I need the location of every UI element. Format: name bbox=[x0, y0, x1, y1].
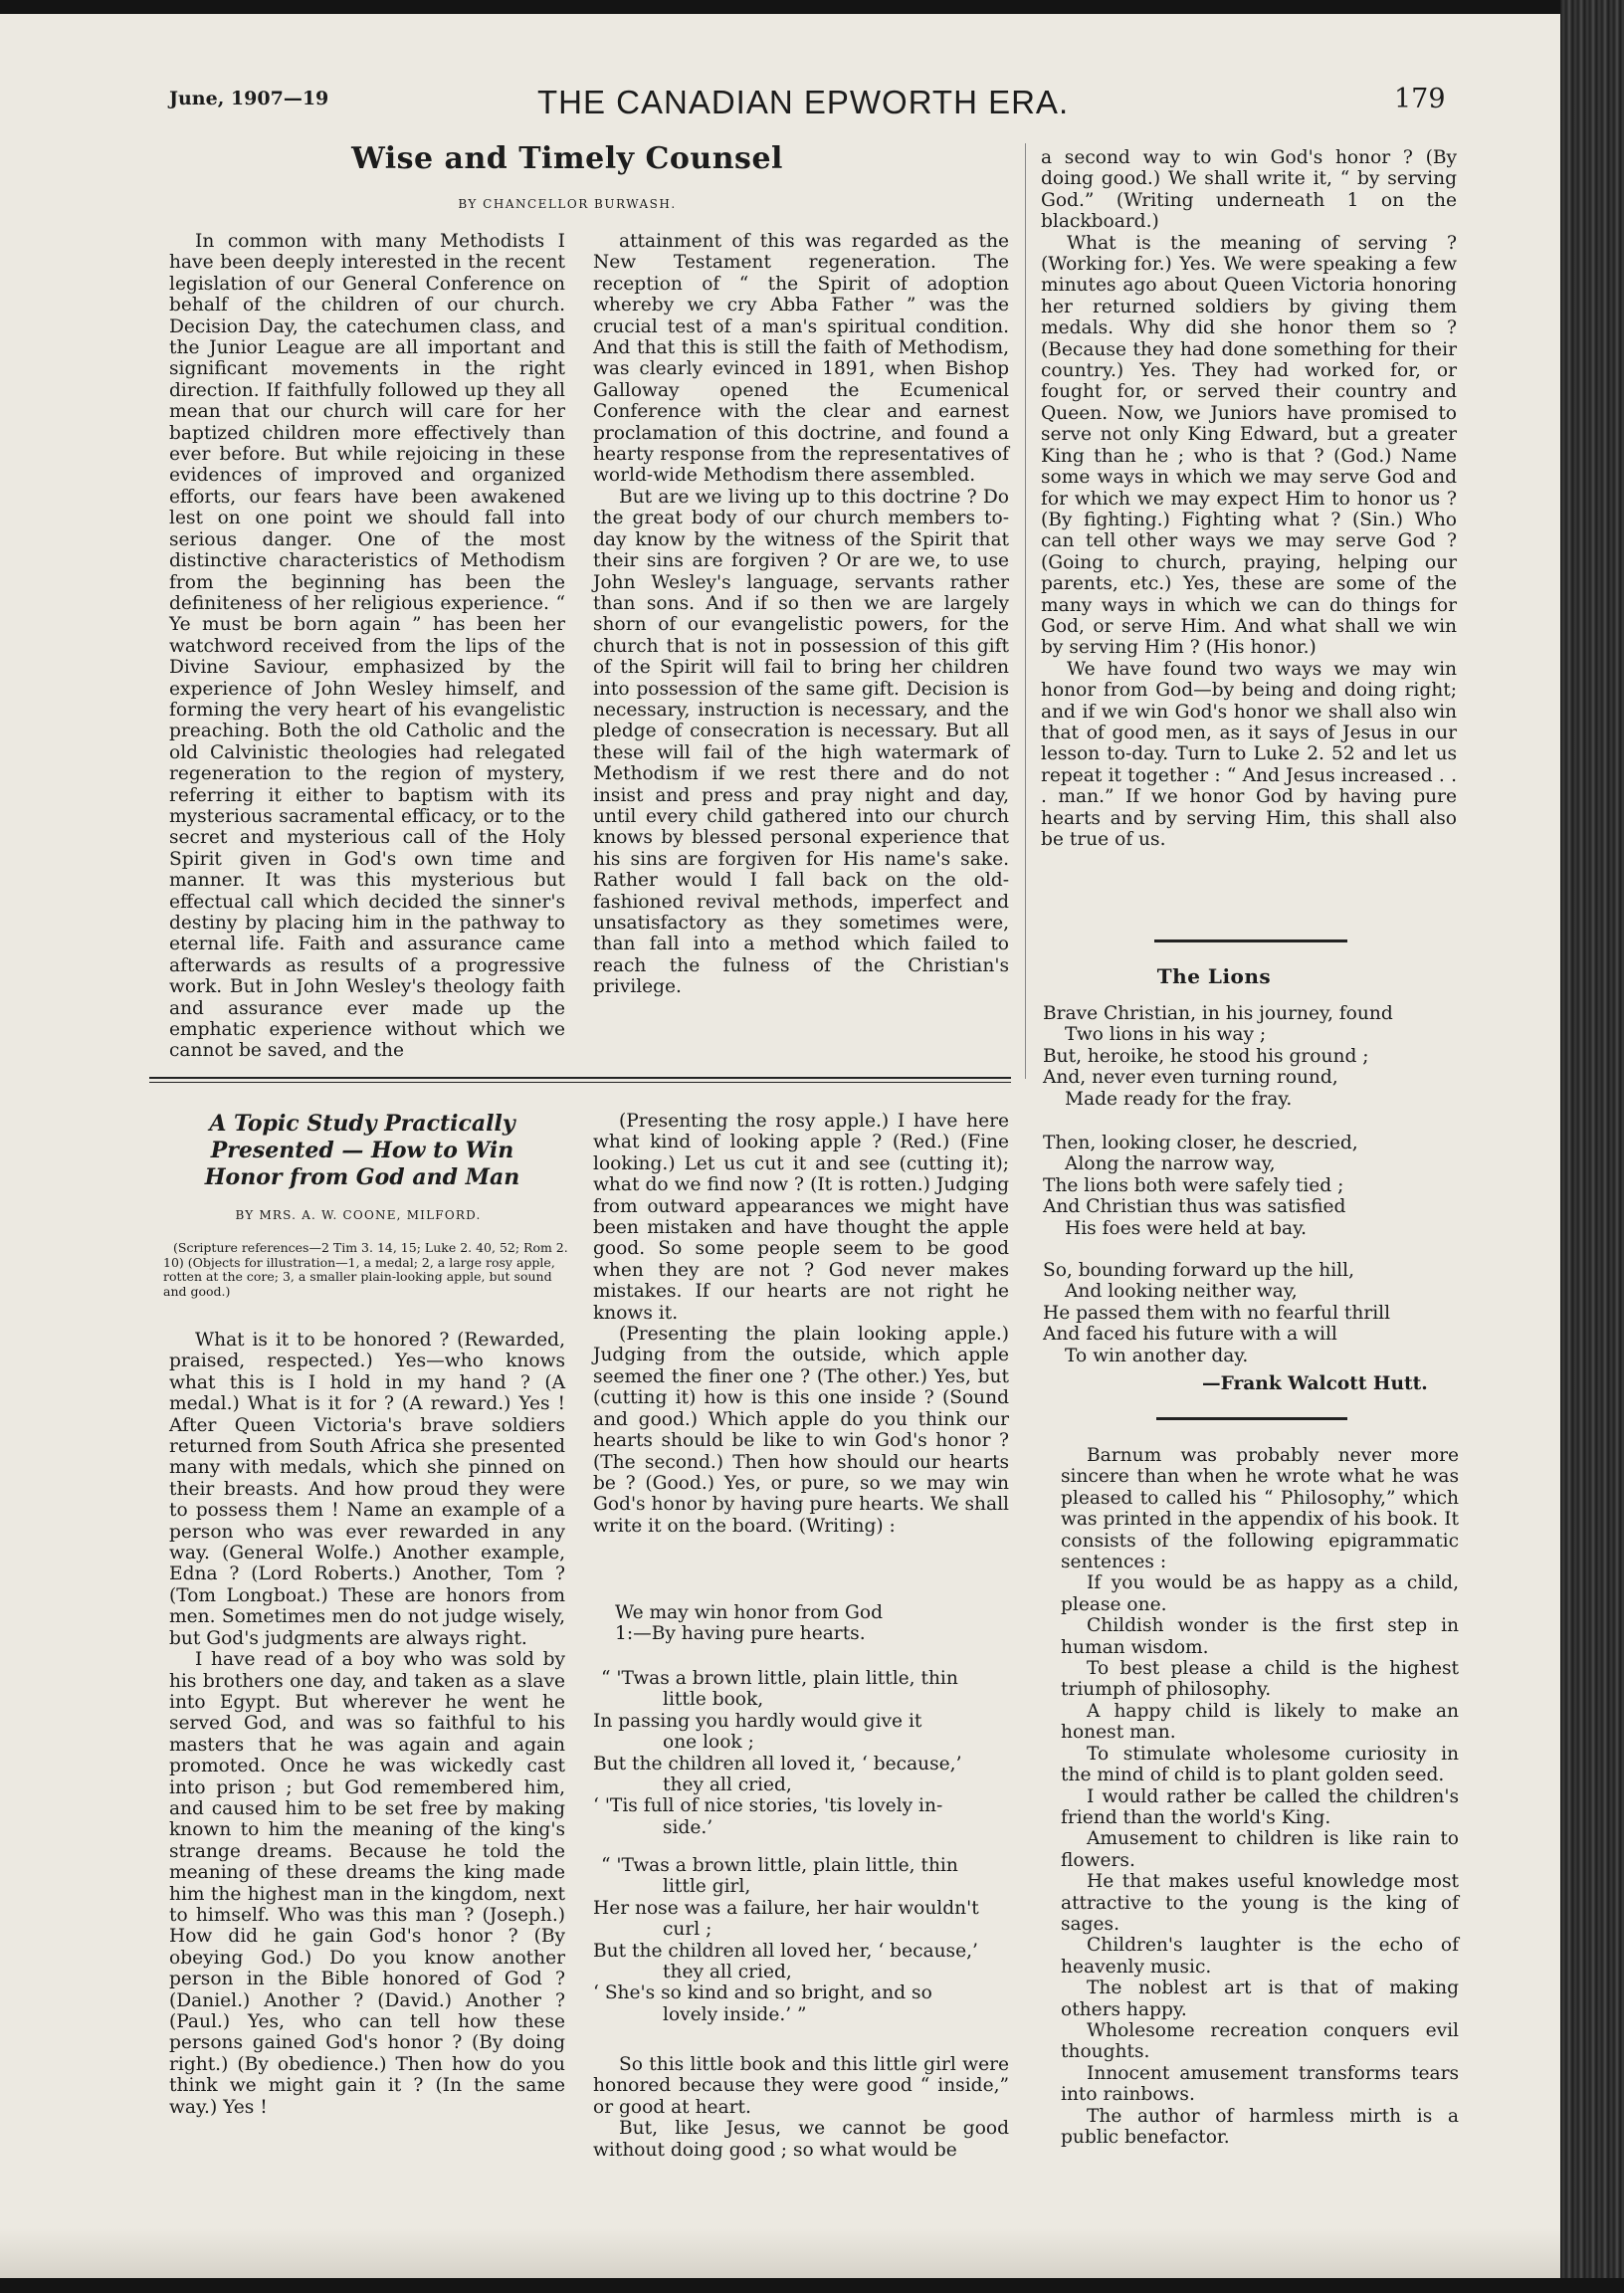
poem-line: And, never even turning round, bbox=[1043, 1067, 1338, 1089]
article2-column-2-end bbox=[593, 2054, 1009, 2161]
saying: To best please a child is the highest triumph of philosophy. bbox=[1061, 1658, 1459, 1701]
poem-line: To win another day. bbox=[1065, 1345, 1249, 1366]
article2-title bbox=[143, 1111, 581, 1191]
saying: The author of harmless mirth is a public benefactor. bbox=[1061, 2105, 1459, 2148]
poem-title: The Lions bbox=[1156, 964, 1272, 988]
saying: The noblest art is that of making others happy. bbox=[1061, 1978, 1459, 2020]
paragraph: But, like Jesus, we cannot be good without doing good ; so what would be bbox=[593, 2118, 1009, 2161]
poem-line: they all cried, bbox=[663, 1962, 792, 1983]
title-line: Presented — How to Win bbox=[210, 1138, 514, 1163]
paragraph: attainment of this was regarded as the New Testament regeneration. The reception of “ the Spirit of adoption whereby we cry Abba Father ” was the crucial test of a man's spiritual condition. And that this is still the faith of Methodism, was clearly evinced in 1891, when Bishop Galloway opened the Ecumenical Conference with the clear and earnest proclamation of this doctrine, and found a hearty response from the representatives of world-wide Methodism there assembled. bbox=[593, 231, 1009, 487]
poem-stanza bbox=[1043, 1260, 1461, 1366]
magazine-page bbox=[0, 14, 1560, 2278]
poem-line: side.’ bbox=[663, 1816, 713, 1838]
saying: Children's laughter is the echo of heavenly music. bbox=[1061, 1935, 1459, 1978]
barnum-section bbox=[1061, 1445, 1459, 2148]
paragraph: But are we living up to this doctrine ? Do the great body of our church members to-day know by the witness of the Spirit that their sins are forgiven ? Or are we, to use John Wesley's language, servants rather than sons. And if so then we are largely shorn of our evangelistic powers, for the church that is not in possession of this gift of the Spirit will fail to bring her children into possession of the same gift. Decision is necessary, instruction is necessary, and the pledge of consecration is necessary. But all these will fail of the high watermark of Methodism if we rest there and do not insist and press and pray night and day, until every child gathered into our church knows by blessed personal experience that his sins are forgiven for His name's sake. Rather would I fall back on the old-fashioned revival methods, imperfect and unsatisfactory as they sometimes were, than fall into a method which failed to reach the fulness of the Christian's privilege. bbox=[593, 486, 1009, 998]
poem-line: Two lions in his way ; bbox=[1065, 1024, 1267, 1046]
poem-line: His foes were held at bay. bbox=[1065, 1217, 1308, 1239]
paragraph: (Presenting the rosy apple.) I have here what kind of looking apple ? (Red.) (Fine looking.) Let us cut it and see (cutting it); what do we find now ? (It is rotten.) Judging from outward appearances we might have been mistaken and have thought the apple good. So some people seem to be good when they are not ? God never makes mistakes. If our hearts are not right he knows it. bbox=[593, 1111, 1009, 1324]
article2-byline: BY MRS. A. W. COONE, MILFORD. bbox=[235, 1208, 482, 1222]
paragraph: We have found two ways we may win honor from God—by being and doing right; and if we win God's honor we shall also win that of good men, as it says of Jesus in our lesson to-day. Turn to Luke 2. 52 and let us repeat it together : “ And Jesus increased . . . man.” If we honor God by having pure hearts and by serving Him, this shall also be true of us. bbox=[1041, 658, 1457, 850]
poem-book bbox=[593, 1668, 1011, 1838]
poem-line: Then, looking closer, he descried, bbox=[1043, 1133, 1358, 1153]
scan-bottom-border bbox=[0, 2278, 1624, 2293]
poem-line: But the children all loved her, ‘ because,’ bbox=[593, 1940, 978, 1962]
poem-line: And Christian thus was satisfied bbox=[1043, 1196, 1346, 1218]
horizontal-rule bbox=[149, 1077, 1011, 1079]
column-rule bbox=[1025, 143, 1026, 1079]
scripture-references: (Scripture references—2 Tim 3. 14, 15; Luke 2. 40, 52; Rom 2. 10) (Objects for illustration—1, a medal; 2, a large rosy apple, rotten at the core; 3, a smaller plain-looking apple, but sound and good.) bbox=[163, 1240, 568, 1299]
poem-line: they all cried, bbox=[663, 1774, 792, 1796]
article1-column-1 bbox=[169, 231, 565, 1062]
poem-line: lovely inside.’ ” bbox=[663, 2003, 807, 2025]
poem-line: one look ; bbox=[663, 1732, 754, 1754]
paragraph: (Presenting the plain looking apple.) Judging from the outside, which apple seemed the finer one ? (The other.) Yes, but (cutting it) how is this one inside ? (Sound and good.) Which apple do you think our hearts should be like to win God's honor ? (The second.) Then how should our hearts be ? (Good.) Yes, or pure, so we may win God's honor by having pure hearts. We shall write it on the board. (Writing) : bbox=[593, 1324, 1009, 1537]
poem-line: ‘ 'Tis full of nice stories, 'tis lovely in- bbox=[593, 1795, 943, 1817]
issue-date: June, 1907—19 bbox=[169, 88, 329, 109]
saying: If you would be as happy as a child, please one. bbox=[1061, 1572, 1459, 1615]
poem-line: curl ; bbox=[663, 1919, 712, 1941]
saying: A happy child is likely to make an honest man. bbox=[1061, 1700, 1459, 1744]
saying: He that makes useful knowledge most attractive to the young is the king of sages. bbox=[1061, 1871, 1459, 1935]
poem-line: “ 'Twas a brown little, plain little, thin bbox=[601, 1855, 958, 1876]
section-divider bbox=[1156, 1417, 1347, 1420]
poem-line: And faced his future with a will bbox=[1043, 1324, 1337, 1346]
article1-column-2 bbox=[593, 231, 1009, 998]
paragraph: What is it to be honored ? (Rewarded, praised, respected.) Yes—who knows what this is I hold in my hand ? (A medal.) What is it for ? (A reward.) Yes ! After Queen Victoria's brave soldiers returned from South Africa she presented many with medals, which she pinned on their breasts. And how proud they were to possess them ! Name an example of a person who was ever rewarded in any way. (General Wolfe.) Another example, Edna ? (Lord Roberts.) Another, Tom ? (Tom Longboat.) These are honors from men. Sometimes men do not judge wisely, but God's judgments are always right. bbox=[169, 1330, 565, 1649]
saying: To stimulate wholesome curiosity in the mind of child is to plant golden seed. bbox=[1061, 1743, 1459, 1786]
poem-line: “ 'Twas a brown little, plain little, thin bbox=[601, 1668, 958, 1689]
scan-top-border bbox=[0, 0, 1624, 14]
section-divider bbox=[1154, 939, 1347, 942]
paragraph: In common with many Methodists I have been deeply interested in the recent legislation of our General Conference on behalf of the children of our church. Decision Day, the catechumen class, and the Junior League are all important and significant movements in the right direction. If faithfully followed up they all mean that our church will care for her baptized children more effectively than ever before. But while rejoicing in these evidences of improved and organized efforts, our fears have been awakened lest on one point we should fall into serious danger. One of the most distinctive characteristics of Methodism from the beginning has been the definiteness of her religious experience. “ Ye must be born again ” has been her watchword received from the lips of the Divine Saviour, emphasized by the experience of John Wesley himself, and forming the very heart of his evangelistic preaching. Both the old Catholic and the old Calvinistic theologies had relegated regeneration to the region of mystery, referring it either to baptism with its mysterious sacramental efficacy, or to the secret and mysterious call of the Holy Spirit given in God's own time and manner. It was this mysterious but effectual call which decided the sinner's destiny by placing him in the pathway to eternal life. Faith and assurance came afterwards as results of a progressive work. But in John Wesley's theology faith and assurance ever made up the emphatic experience without which we cannot be saved, and the bbox=[169, 231, 565, 1062]
poem-line: But the children all loved it, ‘ because,’ bbox=[593, 1753, 962, 1774]
title-line: A Topic Study Practically bbox=[209, 1111, 515, 1137]
poem-stanza bbox=[1043, 1133, 1461, 1239]
paragraph: So this little book and this little girl were honored because they were good “ inside,” or good at heart. bbox=[593, 2054, 1009, 2118]
title-line: Honor from God and Man bbox=[204, 1164, 520, 1190]
saying: Innocent amusement transforms tears into rainbows. bbox=[1061, 2062, 1459, 2106]
poem-author: —Frank Walcott Hutt. bbox=[1202, 1373, 1428, 1394]
column-3-continuation bbox=[1041, 147, 1457, 850]
paragraph: Barnum was probably never more sincere than when he wrote what he was pleased to called his “ Philosophy,” which was printed in the appendix of his book. It consists of the following epigrammatic sentences : bbox=[1061, 1445, 1459, 1573]
book-spine bbox=[1560, 0, 1624, 2293]
board-line: 1:—By having pure hearts. bbox=[615, 1623, 866, 1645]
poem-line: ‘ She's so kind and so bright, and so bbox=[593, 1982, 932, 2004]
poem-line: But, heroike, he stood his ground ; bbox=[1043, 1045, 1369, 1067]
saying: Wholesome recreation conquers evil thoughts. bbox=[1061, 2019, 1459, 2063]
poem-line: The lions both were safely tied ; bbox=[1043, 1174, 1344, 1196]
article2-column-1 bbox=[169, 1330, 565, 2118]
article-byline: BY CHANCELLOR BURWASH. bbox=[458, 197, 677, 211]
poem-line: Made ready for the fray. bbox=[1065, 1088, 1293, 1110]
paragraph: a second way to win God's honor ? (By doing good.) We shall write it, “ by serving God.” (Writing underneath 1 on the blackboard.) bbox=[1041, 147, 1457, 233]
article-title: Wise and Timely Counsel bbox=[351, 141, 783, 176]
poem-line: And looking neither way, bbox=[1065, 1281, 1298, 1303]
paragraph: I have read of a boy who was sold by his brothers one day, and taken as a slave into Egypt. But wherever he went he served God, and was so faithful to his masters that he was again and again promoted. Once he was wickedly cast into prison ; but God remembered him, and caused him to be set free by making known to him the meaning of the king's strange dreams. Because he told the meaning of these dreams the king made him the highest man in the kingdom, next to himself. Who was this man ? (Joseph.) How did he gain God's honor ? (By obeying God.) Do you know another person in the Bible honored of God ? (Daniel.) Another ? (David.) Another ? (Paul.) Yes, who can tell how these persons gained God's honor ? (By doing right.) (By obedience.) Then how do you think we might gain it ? (In the same way.) Yes ! bbox=[169, 1649, 565, 2118]
blackboard-text bbox=[615, 1602, 1013, 1645]
poem-line: In passing you hardly would give it bbox=[593, 1710, 922, 1732]
saying: Childish wonder is the first step in human wisdom. bbox=[1061, 1615, 1459, 1658]
poem-line: little book, bbox=[663, 1689, 764, 1711]
poem-stanza bbox=[1043, 1003, 1461, 1110]
page-number: 179 bbox=[1394, 84, 1446, 114]
poem-line: So, bounding forward up the hill, bbox=[1043, 1260, 1354, 1281]
board-line: We may win honor from God bbox=[615, 1602, 883, 1623]
saying: I would rather be called the children's friend than the world's King. bbox=[1061, 1785, 1459, 1828]
paragraph: What is the meaning of serving ? (Working for.) Yes. We were speaking a few minutes ago about Queen Victoria honoring her returned soldiers by giving them medals. Why did she honor them so ? (Because they had done something for their country.) Yes. They had worked for, or fought for, or served their country and Queen. Now, we Juniors have promised to serve not only King Edward, but a greater King than he ; who is that ? (God.) Name some ways in which we may serve God and for which we may expect Him to honor us ? (By fighting.) Fighting what ? (Sin.) Who can tell other ways we may serve God ? (Going to church, praying, helping our parents, etc.) Yes, these are some of the many ways in which we can do things for God, or serve Him. And what shall we win by serving Him ? (His honor.) bbox=[1041, 232, 1457, 659]
poem-line: Brave Christian, in his journey, found bbox=[1043, 1003, 1393, 1024]
poem-line: He passed them with no fearful thrill bbox=[1043, 1302, 1391, 1324]
article2-column-2 bbox=[593, 1111, 1009, 1537]
magazine-title: THE CANADIAN EPWORTH ERA. bbox=[537, 84, 1070, 120]
horizontal-rule bbox=[149, 1082, 1011, 1083]
poem-line: little girl, bbox=[663, 1876, 751, 1898]
saying: Amusement to children is like rain to flowers. bbox=[1061, 1828, 1459, 1871]
poem-line: Her nose was a failure, her hair wouldn't bbox=[593, 1897, 979, 1919]
poem-line: Along the narrow way, bbox=[1065, 1153, 1276, 1175]
poem-girl bbox=[593, 1855, 1011, 2025]
